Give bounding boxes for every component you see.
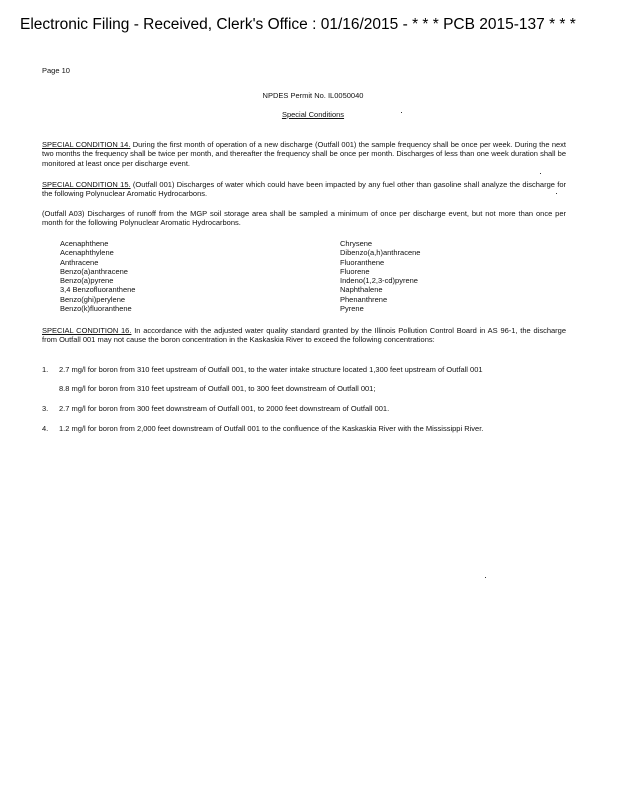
list-item: Anthracene [60,257,99,267]
list-item: Benzo(a)pyrene [60,276,114,286]
special-condition-15 [42,180,566,199]
scan-speck [556,193,557,194]
list-item: Pyrene [340,304,364,314]
condition-label: SPECIAL CONDITION 15. [42,180,131,189]
list-item: Naphthalene [340,285,383,295]
list-number: 3. [42,404,49,413]
list-text: 8.8 mg/l for boron from 310 feet upstream of Outfall 001, to 300 feet downstream of Outfall 001; [59,384,376,393]
list-item: Phenanthrene [340,294,388,304]
condition-text: (Outfall 001) Discharges of water which could have been impacted by any fuel other than gasoline shall analyze the discharge for the following Polynuclear Aromatic Hydrocarbons. [42,180,567,199]
list-number: 1. [42,365,49,374]
condition-label: SPECIAL CONDITION 16. [42,326,132,335]
scan-speck [485,577,486,578]
condition-label: SPECIAL CONDITION 14. [42,140,131,149]
page-number: Page 10 [42,66,70,75]
list-text: 2.7 mg/l for boron from 310 feet upstream of Outfall 001, to the water intake structure located 1,300 feet upstream of Outfall 001 [59,365,483,374]
pah-column-left [60,239,135,313]
list-item: Benzo(k)fluoranthene [60,304,132,314]
list-item: Acenaphthylene [60,248,114,258]
special-condition-14 [42,140,566,168]
special-condition-16 [42,326,566,345]
scan-speck [540,173,541,174]
scan-speck [401,112,402,113]
permit-number: NPDES Permit No. IL0050040 [262,91,364,100]
list-item: Chrysene [340,239,373,248]
list-item: Fluoranthene [340,257,385,267]
list-item: Acenaphthene [60,239,109,248]
clerk-filing-stamp: Electronic Filing - Received, Clerk's Office : 01/16/2015 - * * * PCB 2015-137 * * * [20,16,576,33]
list-item: Benzo(a)anthracene [60,266,128,276]
list-text: 2.7 mg/l for boron from 300 feet downstream of Outfall 001, to 2000 feet downstream of Outfall 001. [59,404,390,413]
list-text: 1.2 mg/l for boron from 2,000 feet downstream of Outfall 001 to the confluence of the Kaskaskia River with the Mississippi River. [59,424,484,433]
outfall-a03-paragraph: (Outfall A03) Discharges of runoff from the MGP soil storage area shall be sampled a minimum of once per discharge event, but not more than once per month for the following Polynuclear Aromatic Hydrocarbons. [42,209,566,228]
pah-column-right [340,239,420,313]
condition-text: In accordance with the adjusted water quality standard granted by the Illinois Pollution Control Board in AS 96-1, the discharge from Outfall 001 may not cause the boron concentration in the Kaskaskia River to exceed the following concentrations: [42,326,566,345]
list-item: Benzo(ghi)perylene [60,294,126,304]
list-item: Dibenzo(a,h)anthracene [340,248,421,258]
list-item: Indeno(1,2,3-cd)pyrene [340,276,418,286]
list-item: 3,4 Benzofluoranthene [60,285,136,295]
condition-text: During the first month of operation of a new discharge (Outfall 001) the sample frequency shall be once per week. During the next two months the frequency shall be twice per month, and thereafter the frequency shall be once per month. Discharges of less than one week duration shall be monitored at least once per discharge event. [42,140,566,168]
section-heading: Special Conditions [281,110,345,119]
list-item: Fluorene [340,266,370,276]
list-number: 4. [42,424,49,433]
